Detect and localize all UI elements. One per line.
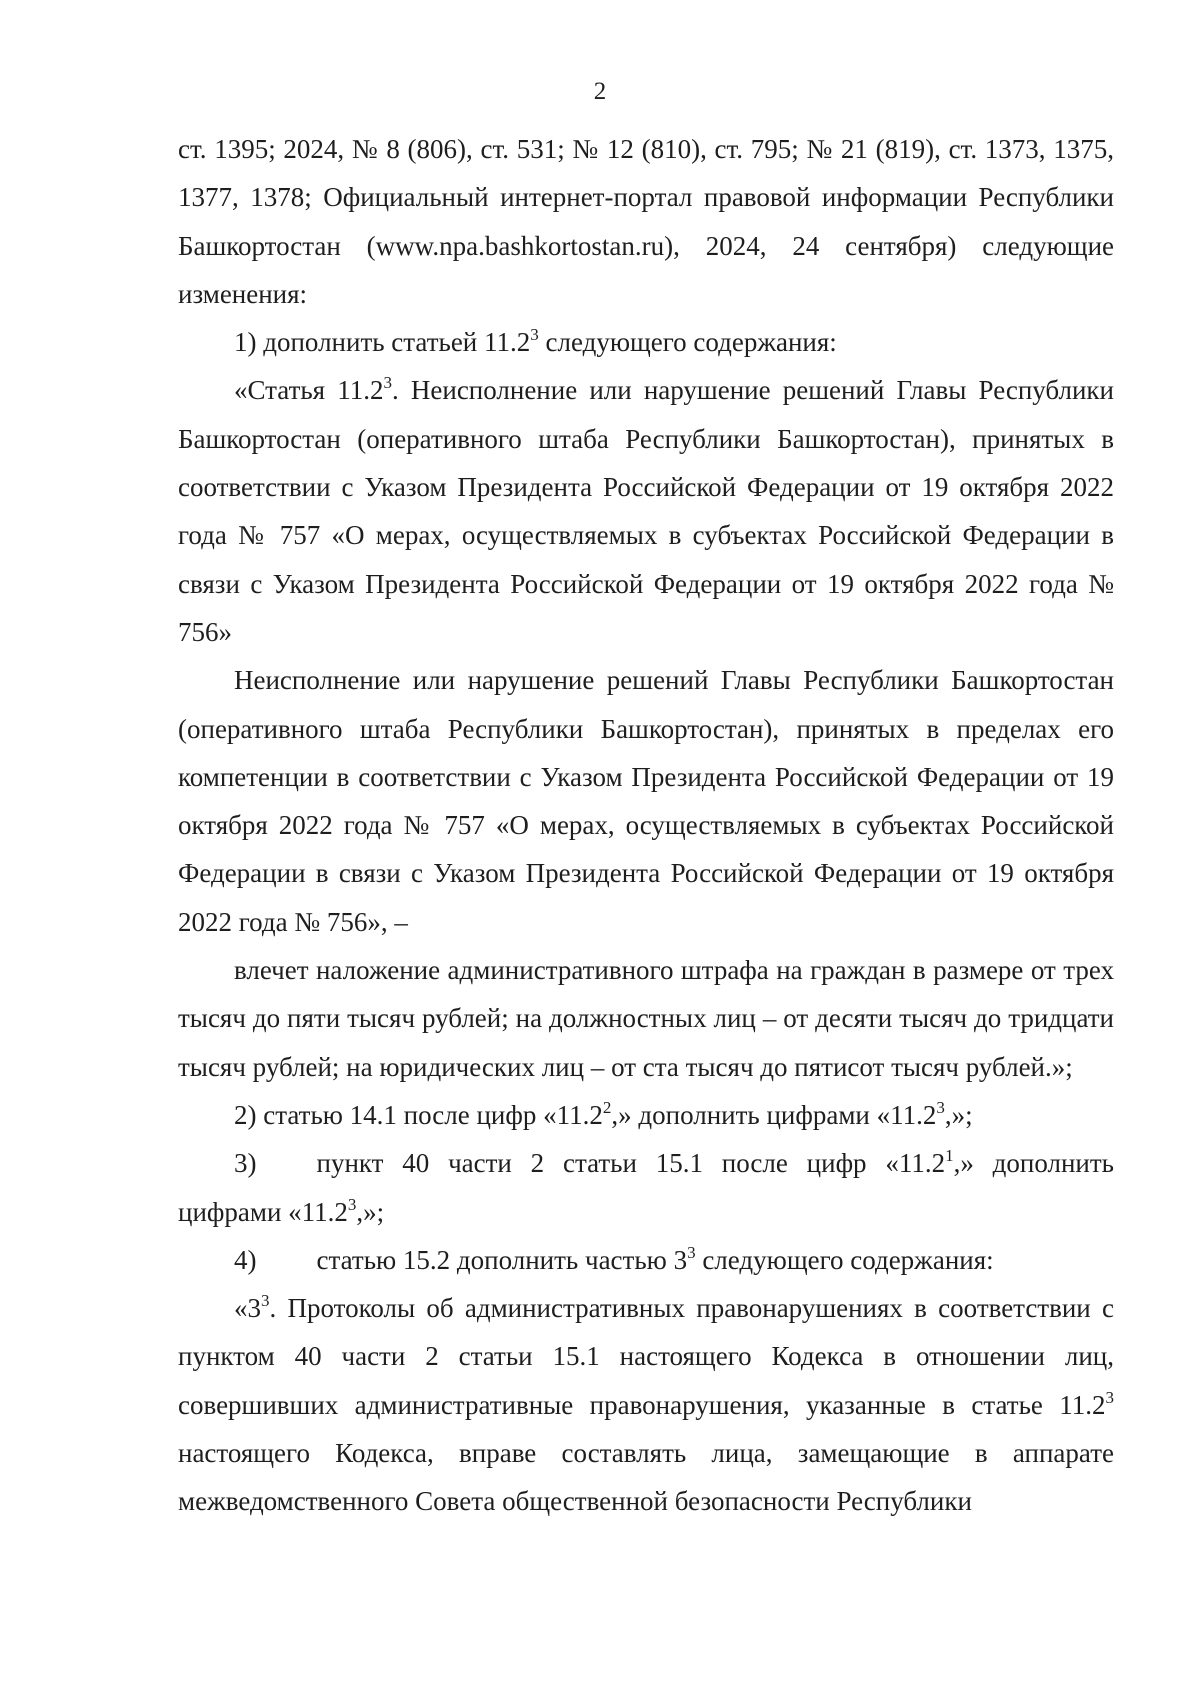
paragraph-item-4 [178, 1236, 1114, 1284]
text-fragment: . Неисполнение или нарушение решений Главы Республики Башкортостан (оперативного штаба Республики Башкортостан), принятых в соответствии с Указом Президента Российской Федерации от 19 октября 2022 года № 757 «О мерах, осуществляемых в субъектах Российской Федерации в связи с Указом Президента Российской Федерации от 19 октября 2022 года № 756» [178, 375, 1114, 647]
text-fragment: настоящего Кодекса, вправе составлять лица, замещающие в аппарате межведомственного Совета общественной безопасности Республики [178, 1438, 1114, 1517]
text-fragment: следующего содержания: [695, 1244, 994, 1275]
text-fragment: 2) статью 14.1 после цифр «11.2 [234, 1099, 603, 1130]
text-fragment: ,» дополнить цифрами «11.2 [611, 1099, 937, 1130]
paragraph-item-1 [178, 318, 1114, 366]
text-fragment: ,» дополнить цифрами «11.2 [178, 1148, 1114, 1227]
superscript: 3 [687, 1242, 696, 1262]
paragraph-protocols [178, 1284, 1114, 1525]
text-fragment: пункт 40 части 2 статьи 15.1 после цифр «11.2 [316, 1148, 946, 1179]
paragraph-item-2 [178, 1091, 1114, 1139]
superscript: 1 [945, 1146, 954, 1166]
superscript: 3 [383, 373, 392, 393]
paragraph-article-title [178, 366, 1114, 656]
text-fragment: 1) дополнить статьей 11.2 [234, 327, 531, 358]
text-fragment: статью 15.2 дополнить частью 3 [316, 1244, 688, 1275]
paragraph-continuation: ст. 1395; 2024, № 8 (806), ст. 531; № 12 (810), ст. 795; № 21 (819), ст. 1373, 1375, 1377, 1378; Официальный интернет-портал правовой информации Республики Башкортостан (www.npa.bashkortostan.ru), 2024, 24 сентября) следующие изменения: [178, 134, 1114, 309]
page-number: 2 [593, 78, 607, 105]
paragraph-article-body: Неисполнение или нарушение решений Главы Республики Башкортостан (оперативного штаба Республики Башкортостан), принятых в пределах его компетенции в соответствии с Указом Президента Российской Федерации от 19 октября 2022 года № 757 «О мерах, осуществляемых в субъектах Российской Федерации в связи с Указом Президента Российской Федерации от 19 октября 2022 года № 756», – [178, 665, 1114, 937]
superscript: 3 [347, 1194, 357, 1214]
superscript: 3 [936, 1097, 945, 1117]
superscript: 3 [1105, 1387, 1114, 1407]
text-fragment: следующего содержания: [538, 327, 837, 358]
item-number: 3) [234, 1148, 257, 1179]
text-fragment: «Статья 11.2 [234, 375, 384, 406]
superscript: 3 [530, 325, 539, 345]
paragraph-penalty: влечет наложение административного штрафа на граждан в размере от трех тысяч до пяти тысяч рублей; на должностных лиц – от десяти тысяч до тридцати тысяч рублей; на юридических лиц – от ста тысяч до пятисот тысяч рублей.»; [178, 955, 1114, 1082]
text-fragment: ,»; [944, 1099, 973, 1130]
item-number: 4) [234, 1244, 257, 1275]
document-body [178, 125, 1114, 1526]
paragraph-item-3 [178, 1139, 1114, 1236]
text-fragment: «3 [234, 1293, 261, 1324]
superscript: 2 [602, 1097, 612, 1117]
text-fragment: . Протоколы об административных правонарушениях в соответствии с пунктом 40 части 2 статьи 15.1 настоящего Кодекса в отношении лиц, совершивших административные правонарушения, указанные в статье 11.2 [178, 1293, 1114, 1420]
text-fragment: ,»; [356, 1196, 385, 1227]
superscript: 3 [261, 1291, 270, 1311]
